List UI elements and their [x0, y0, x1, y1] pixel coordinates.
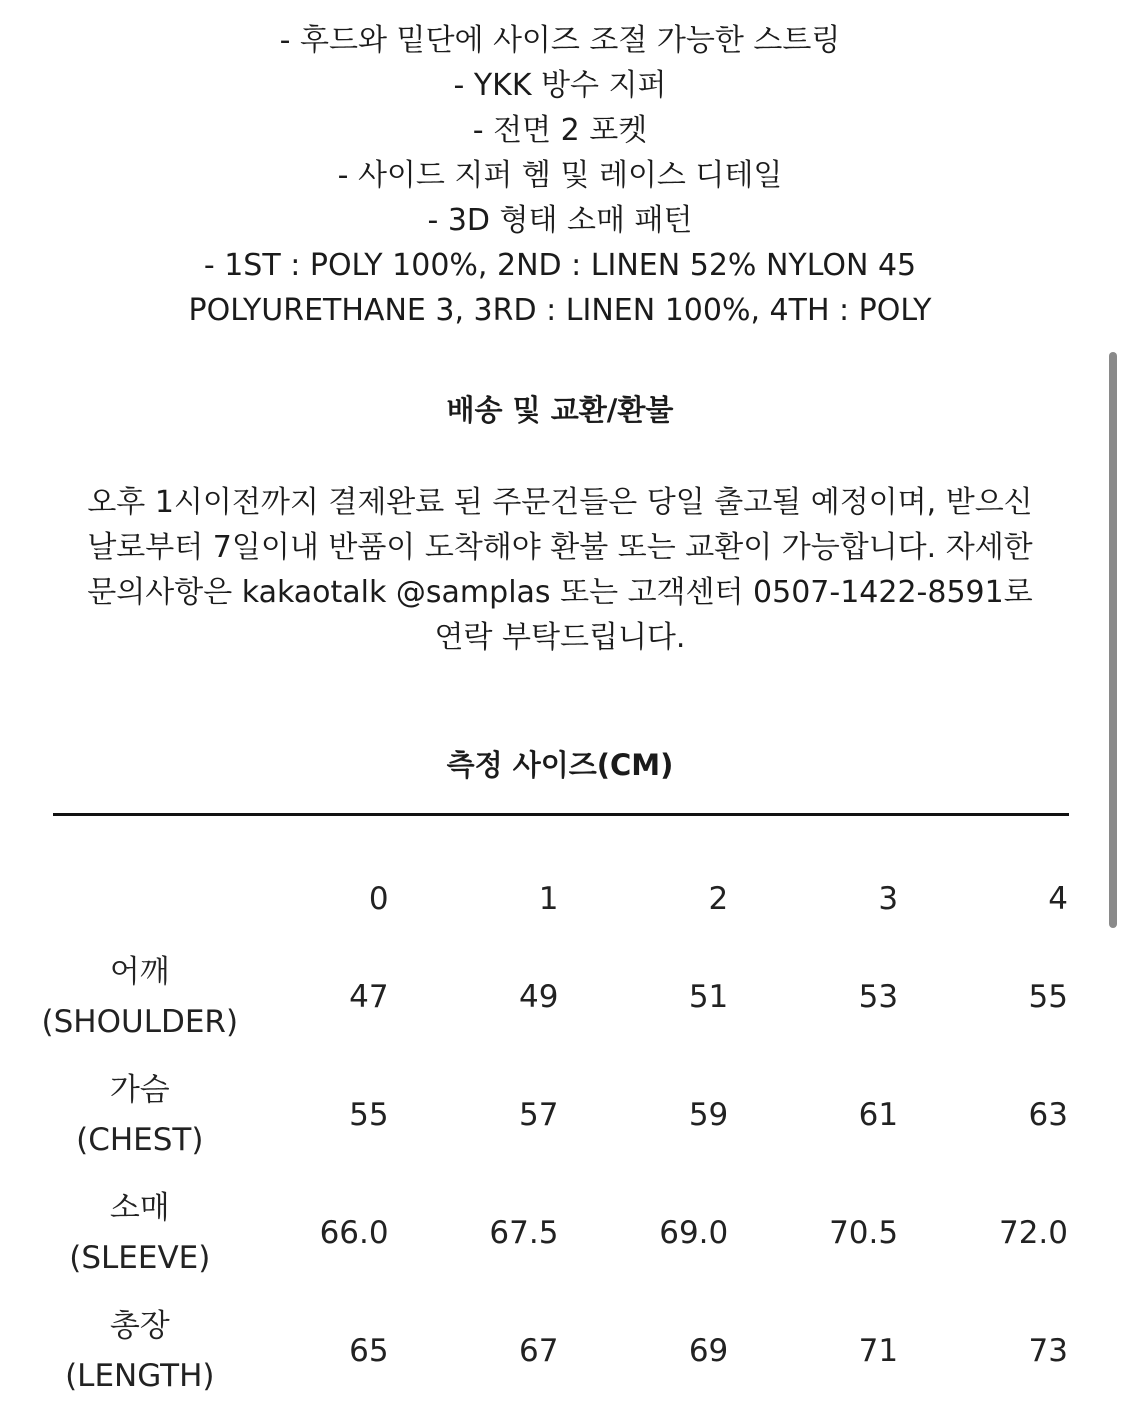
scrollbar[interactable]	[1109, 352, 1117, 928]
feature-line: POLYURETHANE 3, 3RD : LINEN 100%, 4TH : POLY	[188, 293, 932, 328]
row-label-korean: 가슴	[109, 1072, 170, 1108]
shipping-line: 연락 부탁드립니다.	[434, 620, 686, 655]
row-label-english: (LENGTH)	[65, 1358, 215, 1394]
table-cell: 53	[858, 979, 899, 1015]
feature-line: - 3D 형태 소매 패턴	[427, 203, 693, 238]
corner-cell	[40, 860, 240, 938]
row-label	[40, 1174, 240, 1292]
size-header-row	[40, 860, 1080, 938]
table-cell: 49	[518, 979, 559, 1015]
table-cell: 61	[858, 1097, 899, 1133]
feature-line: - 후드와 밑단에 사이즈 조절 가능한 스트링	[279, 23, 841, 58]
row-label-english: (CHEST)	[76, 1122, 204, 1158]
size-chart-title: 측정 사이즈(CM)	[446, 748, 674, 782]
shipping-line: 오후 1시이전까지 결제완료 된 주문건들은 당일 출고될 예정이며, 받으신	[87, 485, 1033, 520]
row-label-korean: 총장	[109, 1308, 170, 1344]
table-cell: 69	[688, 1333, 729, 1369]
row-label	[40, 938, 240, 1056]
table-cell: 72.0	[998, 1215, 1068, 1251]
shipping-line: 날로부터 7일이내 반품이 도착해야 환불 또는 교환이 가능합니다. 자세한	[87, 530, 1033, 565]
row-label-english: (SHOULDER)	[41, 1004, 239, 1040]
table-cell: 47	[349, 979, 389, 1015]
table-cell: 67	[518, 1333, 559, 1369]
table-cell: 66.0	[319, 1215, 389, 1251]
size-header: 4	[1048, 881, 1068, 917]
table-cell: 51	[688, 979, 729, 1015]
row-label-korean: 소매	[109, 1190, 170, 1226]
table-cell: 71	[858, 1333, 899, 1369]
table-row	[40, 938, 1080, 1056]
table-row	[40, 1174, 1080, 1292]
divider	[53, 813, 1069, 816]
shipping-title: 배송 및 교환/환불	[446, 393, 674, 427]
table-cell: 59	[688, 1097, 729, 1133]
feature-line: - YKK 방수 지퍼	[453, 68, 667, 103]
table-cell: 65	[349, 1333, 389, 1369]
size-header: 1	[538, 881, 559, 917]
size-table	[40, 860, 1080, 1410]
table-row	[40, 1056, 1080, 1174]
shipping-description	[50, 480, 1070, 660]
table-row	[40, 1292, 1080, 1410]
feature-line: - 전면 2 포켓	[472, 113, 648, 148]
table-cell: 55	[1028, 979, 1068, 1015]
table-cell: 63	[1028, 1097, 1068, 1133]
row-label-english: (SLEEVE)	[69, 1240, 211, 1276]
row-label	[40, 1292, 240, 1410]
product-features	[0, 18, 1120, 333]
table-cell: 57	[518, 1097, 559, 1133]
table-cell: 73	[1028, 1333, 1068, 1369]
feature-line: - 1ST : POLY 100%, 2ND : LINEN 52% NYLON 45	[203, 248, 917, 283]
row-label	[40, 1056, 240, 1174]
size-header: 3	[878, 881, 899, 917]
size-header: 2	[708, 881, 729, 917]
shipping-line: 문의사항은 kakaotalk @samplas 또는 고객센터 0507-1422-8591로	[87, 575, 1033, 610]
table-cell: 67.5	[489, 1215, 559, 1251]
table-cell: 55	[349, 1097, 389, 1133]
row-label-korean: 어깨	[109, 954, 170, 990]
table-cell: 70.5	[829, 1215, 899, 1251]
table-cell: 69.0	[659, 1215, 729, 1251]
feature-line: - 사이드 지퍼 헴 및 레이스 디테일	[337, 158, 783, 193]
size-header: 0	[368, 881, 389, 917]
